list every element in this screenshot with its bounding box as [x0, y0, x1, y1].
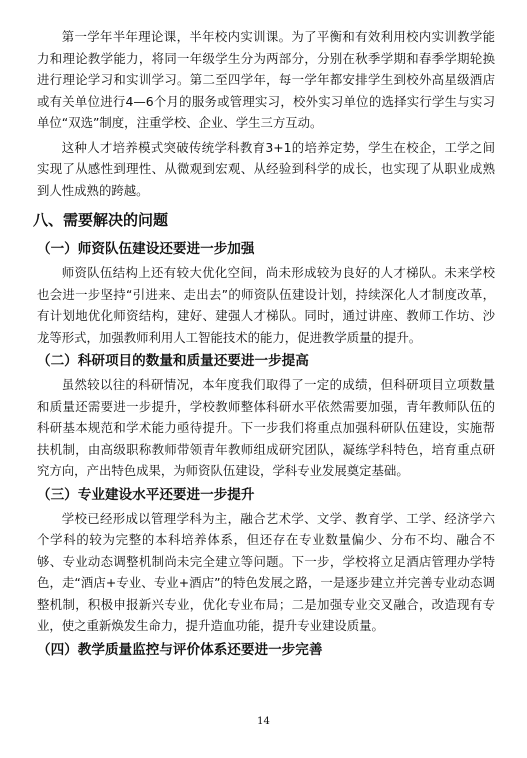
intro-paragraph-2: 这种人才培养模式突破传统学科教育3+1的培养定势，学生在校企，工学之间实现了从感性到理性、从微观到宏观、从经验到科学的成长，也实现了从职业成熟到人性成熟的跨越。 — [37, 139, 495, 198]
section-heading-8: 八、需要解决的问题 — [33, 211, 169, 229]
subsection-3-paragraph: 学校已经形成以管理学科为主，融合艺术学、文学、教育学、工学、经济学六个学科的较为完整的本科培养体系，但还存在专业数量偏少、分布不均、融合不够、专业动态调整机制尚未完全建立等问题。下一步，学校将立足酒店管理办学特色，走“酒店+专业、专业+酒店”的特色发展之路，一是逐步建立并完善专业动态调整机制，积极申报新兴专业，优化专业布局；二是加强专业交叉融合，改造现有专业，使之重新焕发生命力，提升造血功能，提升专业建设质量。 — [37, 510, 495, 633]
subsection-heading-2: （二）科研项目的数量和质量还要进一步提高 — [37, 353, 309, 369]
page-number: 14 — [257, 716, 270, 727]
subsection-2-paragraph: 虽然较以往的科研情况，本年度我们取得了一定的成绩，但科研项目立项数量和质量还需要进一步提升，学校教师整体科研水平依然需要加强，青年教师队伍的科研基本规范和学术能力亟待提升。下一步我们将重点加强科研队伍建设，实施帮扶机制，由高级职称教师带领青年教师组成研究团队，凝练学科特色，培育重点研究方向，产出特色成果，为师资队伍建设，学科专业发展奠定基础。 — [37, 377, 495, 478]
subsection-heading-1: （一）师资队伍建设还要进一步加强 — [37, 241, 255, 257]
intro-paragraph-1: 第一学年半年理论课，半年校内实训课。为了平衡和有效利用校内实训教学能力和理论教学能力，将同一年级学生分为两部分，分别在秋季学期和春季学期轮换进行理论学习和实训学习。第二至四学年，每一学年都安排学生到校外高星级酒店或有关单位进行4—6个月的服务或管理实习，校外实习单位的选择实行学生与实习单位“双选”制度，注重学校、企业、学生三方互动。 — [37, 29, 495, 130]
subsection-heading-4: （四）教学质量监控与评价体系还要进一步完善 — [37, 641, 323, 658]
subsection-heading-3: （三）专业建设水平还要进一步提升 — [37, 486, 255, 503]
subsection-1-paragraph: 师资队伍结构上还有较大优化空间，尚未形成较为良好的人才梯队。未来学校也会进一步坚持“引进来、走出去”的师资队伍建设计划，持续深化人才制度改革，有计划地优化师资结构，建好、建强人才梯队。同时，通过讲座、教师工作坊、沙龙等形式，加强教师利用人工智能技术的能力，促进教学质量的提升。 — [37, 265, 495, 345]
document-page — [33, 26, 495, 663]
